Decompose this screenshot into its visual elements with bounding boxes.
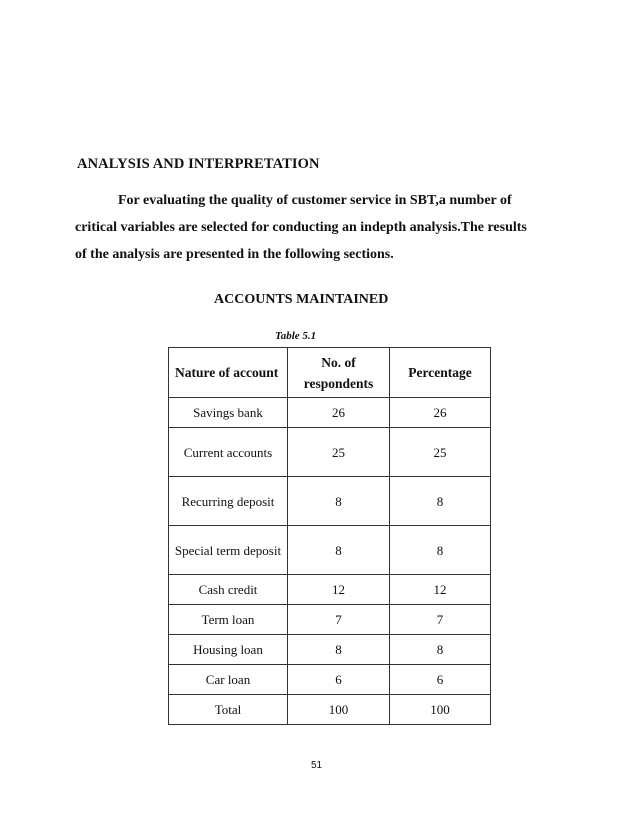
cell-respondents: 8 [288,526,390,575]
header-nature-of-account: Nature of account [169,348,288,398]
cell-percentage: 8 [390,635,491,665]
table-row [169,635,491,665]
paragraph-line: of the analysis are presented in the following sections. [75,247,394,262]
cell-percentage: 8 [390,526,491,575]
cell-percentage: 7 [390,605,491,635]
table-row [169,526,491,575]
table-section-title: ACCOUNTS MAINTAINED [214,292,389,307]
cell-nature: Savings bank [169,398,288,428]
table-body [169,398,491,725]
cell-percentage: 12 [390,575,491,605]
table-row [169,398,491,428]
cell-nature: Total [169,695,288,725]
cell-nature: Special term deposit [169,526,288,575]
cell-nature: Housing loan [169,635,288,665]
cell-nature: Cash credit [169,575,288,605]
table-row [169,665,491,695]
accounts-table [168,347,491,725]
cell-respondents: 8 [288,477,390,526]
intro-paragraph [75,187,575,268]
table-row [169,695,491,725]
cell-nature: Recurring deposit [169,477,288,526]
cell-percentage: 8 [390,477,491,526]
paragraph-line: critical variables are selected for conducting an indepth analysis.The results [75,220,527,235]
cell-respondents: 8 [288,635,390,665]
table-caption: Table 5.1 [275,330,317,342]
table-row [169,605,491,635]
cell-percentage: 6 [390,665,491,695]
header-no-of-respondents: No. of respondents [288,348,390,398]
cell-percentage: 25 [390,428,491,477]
paragraph-line: For evaluating the quality of customer service in SBT,a number of [118,193,512,208]
cell-respondents: 25 [288,428,390,477]
table-row [169,477,491,526]
cell-percentage: 100 [390,695,491,725]
table-row [169,428,491,477]
cell-nature: Current accounts [169,428,288,477]
cell-nature: Car loan [169,665,288,695]
table-row [169,575,491,605]
cell-percentage: 26 [390,398,491,428]
cell-respondents: 26 [288,398,390,428]
table-header-row [169,348,491,398]
header-percentage: Percentage [390,348,491,398]
cell-respondents: 12 [288,575,390,605]
page-number: 51 [311,760,323,771]
cell-respondents: 100 [288,695,390,725]
section-heading: ANALYSIS AND INTERPRETATION [77,156,320,172]
cell-respondents: 7 [288,605,390,635]
cell-respondents: 6 [288,665,390,695]
cell-nature: Term loan [169,605,288,635]
